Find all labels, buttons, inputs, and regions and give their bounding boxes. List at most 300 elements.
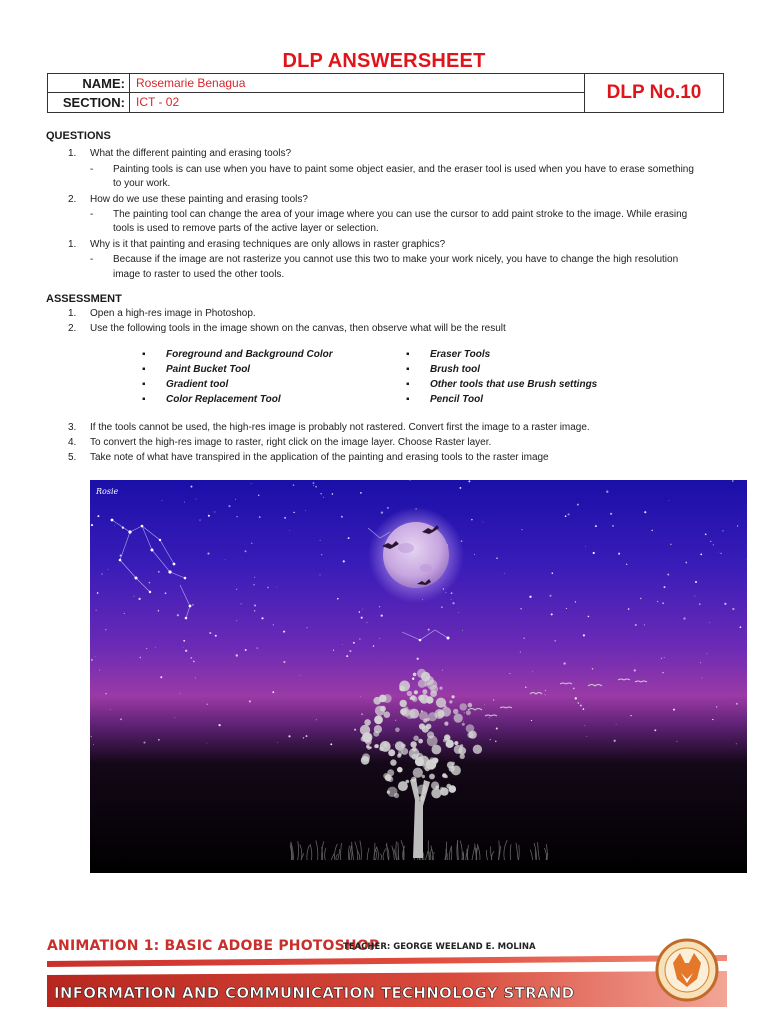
- star: [253, 584, 254, 585]
- star: [149, 582, 151, 584]
- star: [362, 609, 363, 610]
- star: [97, 515, 99, 517]
- star: [580, 705, 582, 707]
- star: [552, 572, 554, 574]
- star: [520, 652, 521, 653]
- star: [651, 530, 653, 532]
- star: [236, 589, 237, 590]
- star: [484, 704, 485, 705]
- tree-leaf-cluster: [362, 753, 370, 761]
- star: [208, 515, 210, 517]
- tree-leaf-cluster: [379, 747, 384, 752]
- tree-leaf-cluster: [449, 700, 452, 703]
- star: [114, 525, 115, 526]
- tree-leaf-cluster: [429, 774, 435, 780]
- star: [330, 743, 332, 745]
- star: [489, 717, 490, 718]
- answer-line: to your work.: [113, 178, 171, 189]
- star: [120, 718, 122, 720]
- tree-leaf-cluster: [411, 777, 416, 782]
- star: [694, 596, 695, 597]
- answer-dash: -: [90, 164, 94, 175]
- tree-leaf-cluster: [397, 754, 401, 758]
- tree-leaf-cluster: [419, 711, 428, 720]
- star: [724, 603, 726, 605]
- tree-leaf-cluster: [454, 741, 458, 745]
- star: [215, 635, 217, 637]
- star: [195, 677, 196, 678]
- tree-leaf-cluster: [434, 709, 444, 719]
- star: [732, 608, 734, 610]
- star: [91, 524, 93, 526]
- star: [97, 592, 99, 594]
- star: [662, 672, 663, 673]
- star: [293, 484, 295, 486]
- star: [563, 662, 565, 664]
- answer-line: Because if the image are not rasterize you cannot use this two to make your work nicely, you have to change the high resolution: [113, 254, 679, 265]
- star: [566, 608, 567, 609]
- answer-dash: -: [90, 254, 94, 265]
- star: [670, 544, 671, 545]
- star: [342, 644, 343, 645]
- question-number: 2.: [68, 194, 77, 205]
- tools-list-left: [142, 347, 333, 407]
- star: [316, 719, 317, 720]
- tree-leaf-cluster: [410, 741, 416, 747]
- star: [236, 654, 238, 656]
- star: [361, 714, 362, 715]
- star: [577, 504, 579, 506]
- star: [654, 729, 656, 731]
- star: [583, 708, 585, 710]
- star: [568, 513, 570, 515]
- star: [713, 544, 714, 545]
- star: [612, 525, 614, 527]
- star: [483, 522, 484, 523]
- star: [640, 598, 641, 599]
- star: [523, 638, 524, 639]
- star: [254, 610, 255, 611]
- star: [490, 739, 491, 740]
- star: [628, 608, 630, 610]
- tree-leaf-cluster: [401, 744, 406, 749]
- tree-leaf-cluster: [387, 791, 390, 794]
- tree-leaf-cluster: [374, 715, 383, 724]
- tree-leaf-cluster: [439, 687, 442, 690]
- star: [736, 703, 738, 705]
- star: [683, 617, 685, 619]
- tree-leaf-cluster: [398, 781, 408, 791]
- question-text: What the different painting and erasing tools?: [90, 148, 292, 159]
- star: [722, 530, 723, 531]
- tree-leaf-cluster: [453, 709, 458, 714]
- tree-leaf-cluster: [385, 774, 392, 781]
- star: [700, 554, 702, 556]
- star: [712, 719, 713, 720]
- star: [277, 742, 278, 743]
- tree-leaf-cluster: [468, 703, 473, 708]
- star: [313, 482, 315, 484]
- star: [451, 599, 452, 600]
- star: [360, 492, 362, 494]
- star: [158, 610, 159, 611]
- tree-leaf-cluster: [444, 722, 448, 726]
- strand-title: INFORMATION AND COMMUNICATION TECHNOLOGY STRAND: [54, 984, 575, 1002]
- star: [471, 519, 473, 521]
- tree-leaf-cluster: [417, 785, 427, 795]
- star: [333, 650, 334, 651]
- tool-item: ▪ Brush tool: [406, 362, 597, 377]
- tree-leaf-cluster: [446, 740, 454, 748]
- star: [259, 516, 261, 518]
- star: [740, 626, 742, 628]
- star: [575, 697, 577, 699]
- star: [630, 715, 631, 716]
- tree-leaf-cluster: [460, 703, 467, 710]
- tree-leaf-cluster: [466, 710, 471, 715]
- star: [99, 670, 100, 671]
- star: [91, 659, 92, 660]
- star: [124, 613, 125, 614]
- star: [251, 543, 252, 544]
- tree-leaf-cluster: [413, 768, 423, 778]
- section-label: SECTION:: [48, 93, 130, 112]
- star: [315, 486, 317, 488]
- star: [105, 629, 106, 630]
- star: [521, 529, 522, 530]
- star: [504, 573, 505, 574]
- star: [349, 650, 351, 652]
- star: [348, 537, 350, 539]
- star: [451, 592, 453, 594]
- star: [592, 668, 593, 669]
- step-text: Open a high-res image in Photoshop.: [90, 308, 256, 319]
- tree-leaf-cluster: [460, 754, 465, 759]
- tree-leaf-cluster: [416, 753, 423, 760]
- star: [293, 512, 294, 513]
- star: [155, 647, 156, 648]
- dlp-number: DLP No.10: [584, 74, 723, 112]
- star: [283, 631, 285, 633]
- step-number: 5.: [68, 452, 77, 463]
- star: [184, 502, 185, 503]
- star: [346, 655, 348, 657]
- star: [699, 603, 701, 605]
- star: [705, 533, 707, 535]
- star: [575, 601, 576, 602]
- star: [669, 500, 670, 501]
- tree-leaf-cluster: [407, 691, 412, 696]
- star: [662, 602, 664, 604]
- star: [110, 709, 111, 710]
- star: [272, 691, 274, 693]
- star: [307, 627, 308, 628]
- star: [320, 540, 321, 541]
- star: [459, 487, 461, 489]
- star: [251, 483, 252, 484]
- tree-leaf-cluster: [421, 672, 430, 681]
- star: [165, 592, 167, 594]
- star: [354, 729, 356, 731]
- step-text: If the tools cannot be used, the high-res image is probably not rastered. Convert first the image to a raster image.: [90, 422, 590, 433]
- star: [379, 606, 380, 607]
- tree-leaf-cluster: [361, 736, 366, 741]
- tree-leaf-cluster: [388, 749, 395, 756]
- star: [300, 675, 301, 676]
- tree-leaf-cluster: [426, 724, 432, 730]
- star: [387, 507, 389, 509]
- tree-leaf-cluster: [431, 788, 441, 798]
- star: [452, 602, 454, 604]
- star: [657, 601, 658, 602]
- star: [381, 511, 383, 513]
- course-title: ANIMATION 1: BASIC ADOBE PHOTOSHOP: [47, 938, 380, 954]
- star: [192, 604, 193, 605]
- star: [343, 560, 345, 562]
- section-row: [48, 93, 584, 112]
- star: [529, 596, 531, 598]
- tree-leaf-cluster: [451, 762, 455, 766]
- star: [412, 678, 414, 680]
- tool-item: ▪ Pencil Tool: [406, 392, 597, 407]
- star: [179, 693, 180, 694]
- star: [284, 517, 286, 519]
- tree-leaf-cluster: [440, 787, 444, 791]
- star: [313, 485, 314, 486]
- star: [495, 741, 496, 742]
- star: [143, 742, 145, 744]
- star: [321, 554, 322, 555]
- star: [183, 647, 184, 648]
- star: [258, 495, 260, 497]
- star: [91, 660, 92, 661]
- answer-line: tools is used to remove parts of the active layer or selection.: [113, 223, 379, 234]
- tool-item: ▪ Gradient tool: [142, 377, 333, 392]
- star: [496, 557, 498, 559]
- star: [359, 611, 360, 612]
- tree-leaf-cluster: [449, 766, 455, 772]
- tool-item: ▪ Eraser Tools: [406, 347, 597, 362]
- star: [175, 717, 176, 718]
- star: [101, 573, 102, 574]
- star: [196, 499, 197, 500]
- star: [276, 587, 277, 588]
- star: [520, 608, 522, 610]
- star: [225, 559, 226, 560]
- star: [273, 624, 274, 625]
- step-number: 2.: [68, 323, 77, 334]
- tree-leaf-cluster: [430, 690, 437, 697]
- star: [228, 505, 230, 507]
- tree-leaf-cluster: [432, 745, 442, 755]
- tree-leaf-cluster: [360, 725, 370, 735]
- star: [138, 598, 140, 600]
- star: [583, 634, 585, 636]
- star: [718, 552, 719, 553]
- star: [463, 721, 464, 722]
- tree-leaf-cluster: [423, 765, 427, 769]
- star: [140, 657, 142, 659]
- moon: [383, 522, 449, 588]
- step-text: Take note of what have transpired in the application of the painting and erasing tools to the raster image: [90, 452, 549, 463]
- star: [496, 727, 498, 729]
- tree-leaf-cluster: [473, 745, 482, 754]
- tree-leaf-cluster: [445, 775, 448, 778]
- star: [303, 737, 304, 738]
- question-number: 1.: [68, 239, 77, 250]
- tree-leaf-cluster: [373, 697, 381, 705]
- star: [578, 702, 580, 704]
- star: [305, 510, 306, 511]
- star: [206, 743, 207, 744]
- question-text: How do we use these painting and erasing tools?: [90, 194, 308, 205]
- page-title: DLP ANSWERSHEET: [282, 50, 486, 72]
- tree-leaf-cluster: [436, 698, 446, 708]
- star: [428, 629, 430, 631]
- tree-leaf-cluster: [462, 723, 465, 726]
- tree-leaf-cluster: [375, 706, 385, 716]
- star: [158, 739, 159, 740]
- star: [584, 725, 585, 726]
- tree-leaf-cluster: [422, 775, 425, 778]
- tool-item: ▪ Paint Bucket Tool: [142, 362, 333, 377]
- answer-line: The painting tool can change the area of your image where you can use the cursor to add paint stroke to the image. While erasing: [113, 209, 688, 220]
- star: [108, 569, 109, 570]
- star: [634, 669, 636, 671]
- tree-leaf-cluster: [397, 767, 403, 773]
- tree-leaf-cluster: [454, 745, 463, 754]
- star: [700, 662, 701, 663]
- tree-leaf-cluster: [390, 759, 396, 765]
- star: [320, 575, 321, 576]
- name-label: NAME:: [48, 74, 130, 92]
- star: [531, 720, 532, 721]
- star: [207, 553, 209, 555]
- star: [93, 744, 94, 745]
- star: [664, 586, 666, 588]
- star: [550, 595, 552, 597]
- star: [661, 658, 662, 659]
- star: [586, 736, 587, 737]
- tree-leaf-cluster: [384, 743, 388, 747]
- step-text: To convert the high-res image to raster, right click on the image layer. Choose Raster layer.: [90, 437, 492, 448]
- star: [207, 704, 208, 705]
- star: [746, 559, 747, 560]
- student-info-table: [47, 73, 724, 113]
- star: [306, 735, 308, 737]
- star: [288, 735, 290, 737]
- star: [361, 617, 363, 619]
- star: [373, 645, 374, 646]
- star: [190, 657, 192, 659]
- step-number: 1.: [68, 308, 77, 319]
- assessment-heading: ASSESSMENT: [46, 293, 122, 305]
- star: [341, 516, 343, 518]
- tree-leaf-cluster: [430, 757, 435, 762]
- star: [673, 709, 675, 711]
- tree-leaf-cluster: [418, 739, 423, 744]
- star: [158, 571, 160, 573]
- tree-leaf-cluster: [375, 744, 379, 748]
- star: [105, 693, 106, 694]
- artist-signature: Rosie: [96, 487, 119, 496]
- star: [218, 724, 220, 726]
- teacher-name: TEACHER: GEORGE WEELAND E. MOLINA: [343, 942, 536, 952]
- star: [474, 554, 475, 555]
- star: [610, 513, 612, 515]
- tree-leaf-cluster: [413, 673, 417, 677]
- star: [257, 647, 258, 648]
- star: [618, 553, 620, 555]
- star: [193, 661, 195, 663]
- tree-leaf-cluster: [399, 681, 410, 692]
- tree-leaf-cluster: [419, 795, 425, 801]
- star: [417, 658, 419, 660]
- star: [359, 639, 360, 640]
- star: [96, 610, 97, 611]
- star: [736, 743, 737, 744]
- tree-leaf-cluster: [412, 747, 417, 752]
- star: [676, 741, 677, 742]
- star: [685, 562, 687, 564]
- star: [695, 581, 697, 583]
- star: [254, 605, 256, 607]
- night-sky-artwork: [90, 480, 747, 873]
- star: [134, 596, 135, 597]
- star: [353, 642, 355, 644]
- section-value: ICT - 02: [136, 95, 180, 109]
- star: [606, 491, 608, 493]
- star: [702, 678, 703, 679]
- star: [737, 525, 738, 526]
- name-value: Rosemarie Benagua: [136, 76, 246, 90]
- star: [160, 676, 162, 678]
- star: [545, 690, 546, 691]
- star: [183, 640, 185, 642]
- star: [177, 614, 179, 616]
- tree-leaf-cluster: [419, 694, 429, 704]
- tool-item: ▪ Foreground and Background Color: [142, 347, 333, 362]
- answer-dash: -: [90, 209, 94, 220]
- question-text: Why is it that painting and erasing techniques are only allows in raster graphics?: [90, 239, 446, 250]
- star: [241, 603, 242, 604]
- star: [209, 632, 211, 634]
- star: [162, 500, 163, 501]
- star: [551, 613, 553, 615]
- star: [214, 511, 215, 512]
- star: [236, 516, 237, 517]
- question-number: 1.: [68, 148, 77, 159]
- star: [323, 497, 324, 498]
- star: [267, 587, 269, 589]
- star: [249, 700, 251, 702]
- star: [381, 615, 383, 617]
- star: [360, 696, 361, 697]
- star: [635, 624, 637, 626]
- star: [593, 552, 595, 554]
- star: [709, 622, 710, 623]
- star: [664, 657, 665, 658]
- star: [616, 724, 617, 725]
- star: [509, 673, 510, 674]
- tree-leaf-cluster: [413, 736, 418, 741]
- star: [261, 617, 263, 619]
- tree-leaf-cluster: [427, 680, 437, 690]
- star: [442, 670, 443, 671]
- star: [185, 650, 187, 652]
- star: [545, 695, 546, 696]
- star: [191, 486, 193, 488]
